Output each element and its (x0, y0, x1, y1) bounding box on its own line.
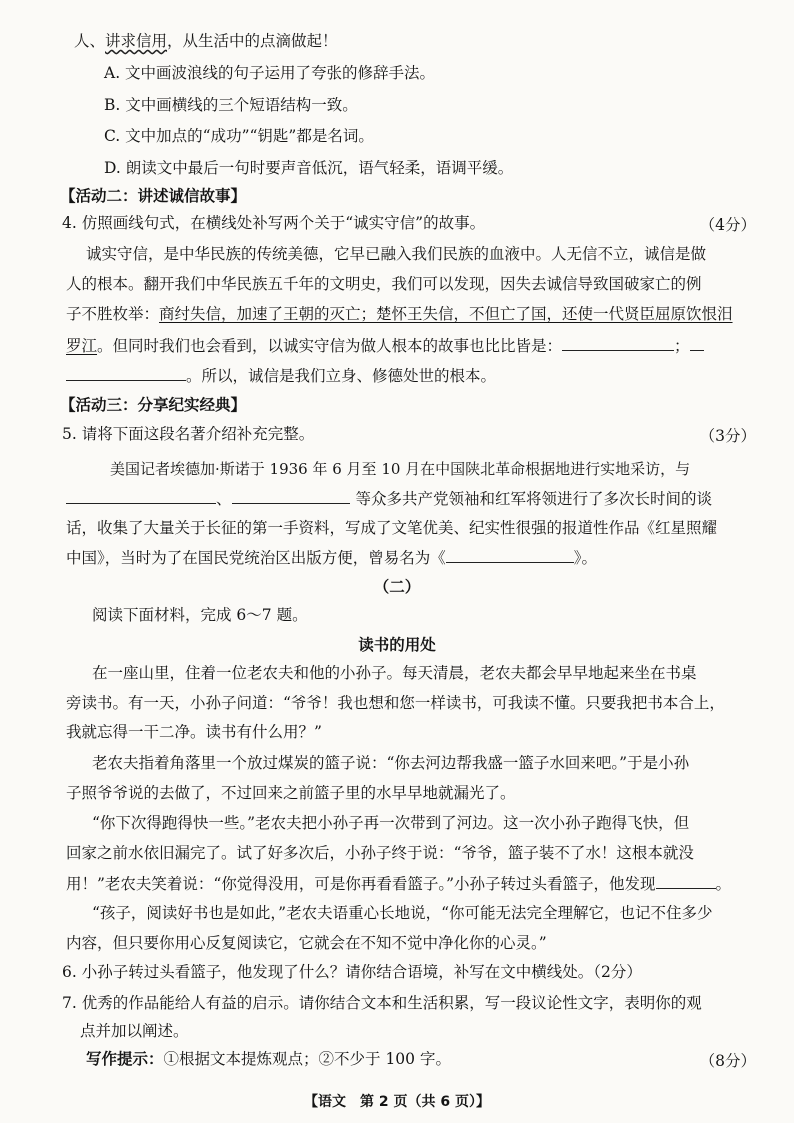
section-marker: （二） (373, 578, 421, 596)
option-c: C. 文中加点的“成功”“钥匙”都是名词。 (104, 127, 374, 145)
plain-text: 等众多共产党领袖和红军将领进行了多次长时间的谈 (355, 490, 713, 508)
intro-rest: ，从生活中的点滴做起！ (167, 32, 338, 50)
plain-text: 。但同时我们也会看到，以诚实守信为做人根本的故事也比比皆是： (97, 337, 563, 355)
passage-line: “孩子，阅读好书也是如此，”老农夫语重心长地说，“你可能无法完全理解它，也记不住多少 (92, 904, 713, 922)
page-footer: 【语文 第 2 页（共 6 页）】 (304, 1094, 490, 1110)
question-4-score: （4分） (699, 216, 756, 234)
paragraph-line (66, 489, 712, 509)
paragraph-line (66, 548, 597, 568)
plain-text: 子不胜枚举： (66, 305, 160, 323)
option-a: A. 文中画波浪线的句子运用了夸张的修辞手法。 (104, 64, 436, 82)
activity2-heading: 【活动二：讲述诚信故事】 (60, 187, 247, 205)
question-5-score: （3分） (699, 427, 756, 445)
passage-line: 回家之前水依旧漏完了。试了好多次后，小孙子终于说：“爷爷，篮子装不了水！这根本就没 (66, 844, 694, 862)
passage-line (66, 874, 731, 894)
passage-line: “你下次得跑得快一些。”老农夫把小孙子再一次带到了河边。这一次小孙子跑得飞快，但 (92, 814, 690, 832)
answer-blank[interactable] (232, 489, 350, 504)
passage-line: 内容，但只要你用心反复阅读它，它就会在不知不觉中净化你的心灵。” (66, 934, 547, 952)
writing-tip-text: ①根据文本提炼观点；②不少于 100 字。 (163, 1050, 451, 1068)
paragraph-line: 人的根本。翻开我们中华民族五千年的文明史，我们可以发现，因失去诚信导致国破家亡的例 (66, 275, 702, 293)
answer-blank[interactable] (656, 874, 716, 889)
passage-title: 读书的用处 (358, 636, 436, 654)
passage-line: 老农夫指着角落里一个放过煤炭的篮子说：“你去河边帮我盛一篮子水回来吧。”于是小孙 (92, 754, 690, 772)
plain-text: 。 (715, 875, 732, 893)
plain-text: ； (674, 337, 690, 355)
answer-blank[interactable] (66, 489, 216, 504)
passage-line: 我就忘得一干二净。读书有什么用？” (66, 723, 322, 741)
question-7-score: （8分） (699, 1052, 756, 1070)
question-5: 5. 请将下面这段名著介绍补充完整。 (62, 425, 315, 443)
reading-instruction: 阅读下面材料，完成 6～7 题。 (92, 606, 308, 624)
plain-text: 、 (216, 490, 232, 508)
question-7: 7. 优秀的作品能给人有益的启示。请你结合文本和生活积累，写一段议论性文字，表明你的观 (62, 994, 702, 1012)
answer-blank[interactable] (446, 548, 574, 563)
activity3-heading: 【活动三：分享纪实经典】 (60, 396, 247, 414)
plain-text: 。所以，诚信是我们立身、修德处世的根本。 (186, 367, 497, 385)
plain-text: 》。 (573, 549, 598, 567)
paragraph-line (66, 305, 733, 324)
plain-text: 用！”老农夫笑着说：“你觉得没用，可是你再看看篮子。”小孙子转过头看篮子，他发现 (66, 875, 656, 893)
plain-text: 中国》，当时为了在国民党统治区出版方便，曾易名为《 (66, 549, 446, 567)
option-b: B. 文中画横线的三个短语结构一致。 (104, 96, 358, 114)
answer-blank[interactable] (562, 336, 674, 351)
paragraph-line: 话，收集了大量关于长征的第一手资料，写成了文笔优美、纪实性很强的报道性作品《红星照耀 (66, 519, 718, 537)
intro-line (74, 32, 338, 51)
example-sentence: 商纣失信，加速了王朝的灭亡；楚怀王失信，不但亡了国，还使一代贤臣屈原饮恨汨 (159, 305, 733, 323)
passage-line: 子照爷爷说的去做了，不过回来之前篮子里的水早早地就漏光了。 (66, 784, 516, 802)
question-4: 4. 仿照画线句式，在横线处补写两个关于“诚实守信”的故事。 (62, 214, 486, 232)
passage-line: 旁读书。有一天，小孙子问道：“爷爷！我也想和您一样读书，可我读不懂。只要我把书本合上， (66, 694, 725, 712)
paragraph-line: 美国记者埃德加·斯诺于 1936 年 6 月至 10 月在中国陕北革命根据地进行实地采访，与 (110, 460, 691, 478)
question-6: 6. 小孙子转过头看篮子，他发现了什么？请你结合语境，补写在文中横线处。（2分） (62, 963, 642, 981)
answer-blank[interactable] (690, 336, 704, 351)
writing-tip-label: 写作提示： (86, 1050, 164, 1068)
paragraph-line (66, 336, 704, 356)
example-sentence-end: 罗江 (66, 337, 98, 355)
passage-line: 在一座山里，住着一位老农夫和他的小孙子。每天清晨，老农夫都会早早地起来坐在书桌 (92, 664, 697, 682)
writing-tip (86, 1050, 451, 1069)
paragraph-line: 诚实守信，是中华民族的传统美德，它早已融入我们民族的血液中。人无信不立，诚信是做 (86, 245, 707, 263)
option-d: D. 朗读文中最后一句时要声音低沉，语气轻柔，语调平缓。 (104, 159, 514, 177)
paragraph-line (66, 366, 496, 386)
answer-blank[interactable] (66, 366, 186, 381)
underlined-phrase: 讲求信用 (105, 32, 168, 50)
line-marker: 人、 (74, 32, 106, 50)
question-7-cont: 点并加以阐述。 (80, 1022, 189, 1040)
